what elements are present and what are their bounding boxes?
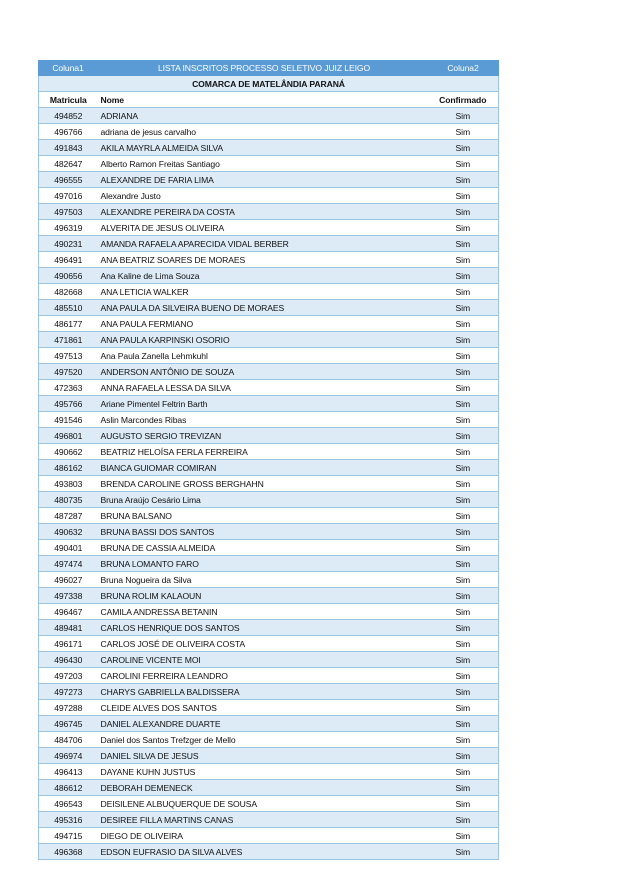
confirmado-cell: Sim	[428, 108, 499, 124]
table-row	[39, 476, 499, 492]
matricula-cell: 497288	[39, 700, 98, 716]
confirmado-cell: Sim	[428, 812, 499, 828]
nome-cell: ALEXANDRE DE FARIA LIMA	[98, 172, 428, 188]
confirmado-cell: Sim	[428, 780, 499, 796]
matricula-cell: 487287	[39, 508, 98, 524]
nome-cell: BRUNA BASSI DOS SANTOS	[98, 524, 428, 540]
table-row	[39, 796, 499, 812]
confirmado-cell: Sim	[428, 316, 499, 332]
matricula-cell: 496430	[39, 652, 98, 668]
table-header-row	[39, 61, 499, 76]
confirmado-cell: Sim	[428, 492, 499, 508]
confirmado-cell: Sim	[428, 604, 499, 620]
matricula-cell: 497474	[39, 556, 98, 572]
confirmado-cell: Sim	[428, 220, 499, 236]
matricula-cell: 482647	[39, 156, 98, 172]
nome-cell: ALEXANDRE PEREIRA DA COSTA	[98, 204, 428, 220]
nome-cell: ANA LETICIA WALKER	[98, 284, 428, 300]
table-row	[39, 700, 499, 716]
nome-cell: DANIEL SILVA DE JESUS	[98, 748, 428, 764]
table-row	[39, 732, 499, 748]
table-row	[39, 284, 499, 300]
nome-cell: Daniel dos Santos Trefzger de Mello	[98, 732, 428, 748]
table-row	[39, 348, 499, 364]
nome-cell: Ana Paula Zanella Lehmkuhl	[98, 348, 428, 364]
table-row	[39, 460, 499, 476]
nome-cell: AKILA MAYRLA ALMEIDA SILVA	[98, 140, 428, 156]
table-row	[39, 188, 499, 204]
confirmado-cell: Sim	[428, 652, 499, 668]
table-row	[39, 844, 499, 860]
matricula-cell: 471861	[39, 332, 98, 348]
table-row	[39, 764, 499, 780]
nome-cell: Alberto Ramon Freitas Santiago	[98, 156, 428, 172]
table-row	[39, 412, 499, 428]
column-labels-row	[39, 92, 499, 108]
nome-cell: CARLOS JOSÉ DE OLIVEIRA COSTA	[98, 636, 428, 652]
table-row	[39, 220, 499, 236]
nome-cell: Bruna Araújo Cesário Lima	[98, 492, 428, 508]
matricula-cell: 472363	[39, 380, 98, 396]
confirmado-cell: Sim	[428, 700, 499, 716]
matricula-cell: 496974	[39, 748, 98, 764]
table-row	[39, 380, 499, 396]
table-row	[39, 156, 499, 172]
table-row	[39, 140, 499, 156]
table-row	[39, 604, 499, 620]
nome-cell: ANA PAULA KARPINSKI OSORIO	[98, 332, 428, 348]
confirmado-cell: Sim	[428, 540, 499, 556]
nome-cell: CAMILA ANDRESSA BETANIN	[98, 604, 428, 620]
nome-cell: DEISILENE ALBUQUERQUE DE SOUSA	[98, 796, 428, 812]
confirmado-cell: Sim	[428, 348, 499, 364]
table-row	[39, 124, 499, 140]
nome-cell: DANIEL ALEXANDRE DUARTE	[98, 716, 428, 732]
confirmado-cell: Sim	[428, 124, 499, 140]
matricula-cell: 496766	[39, 124, 98, 140]
table-row	[39, 108, 499, 124]
matricula-cell: 496368	[39, 844, 98, 860]
confirmado-cell: Sim	[428, 236, 499, 252]
table-row	[39, 780, 499, 796]
nome-cell: BIANCA GUIOMAR COMIRAN	[98, 460, 428, 476]
matricula-cell: 490632	[39, 524, 98, 540]
matricula-cell: 486177	[39, 316, 98, 332]
matricula-cell: 496543	[39, 796, 98, 812]
table-row	[39, 524, 499, 540]
confirmado-cell: Sim	[428, 748, 499, 764]
header-col1: Coluna1	[39, 61, 98, 76]
confirmado-cell: Sim	[428, 556, 499, 572]
matricula-cell: 486612	[39, 780, 98, 796]
confirmado-cell: Sim	[428, 364, 499, 380]
table-row	[39, 572, 499, 588]
matricula-cell: 496491	[39, 252, 98, 268]
nome-cell: DEBORAH DEMENECK	[98, 780, 428, 796]
nome-cell: Alexandre Justo	[98, 188, 428, 204]
column-label-confirmado: Confirmado	[428, 92, 499, 108]
nome-cell: BRUNA DE CASSIA ALMEIDA	[98, 540, 428, 556]
nome-cell: Ana Kaline de Lima Souza	[98, 268, 428, 284]
nome-cell: BRENDA CAROLINE GROSS BERGHAHN	[98, 476, 428, 492]
nome-cell: ANA BEATRIZ SOARES DE MORAES	[98, 252, 428, 268]
confirmado-cell: Sim	[428, 284, 499, 300]
matricula-cell: 485510	[39, 300, 98, 316]
matricula-cell: 482668	[39, 284, 98, 300]
nome-cell: ANNA RAFAELA LESSA DA SILVA	[98, 380, 428, 396]
table-row	[39, 668, 499, 684]
nome-cell: ANA PAULA DA SILVEIRA BUENO DE MORAES	[98, 300, 428, 316]
confirmado-cell: Sim	[428, 636, 499, 652]
confirmado-cell: Sim	[428, 412, 499, 428]
nome-cell: CARLOS HENRIQUE DOS SANTOS	[98, 620, 428, 636]
nome-cell: Ariane Pimentel Feltrin Barth	[98, 396, 428, 412]
nome-cell: AMANDA RAFAELA APARECIDA VIDAL BERBER	[98, 236, 428, 252]
matricula-cell: 486162	[39, 460, 98, 476]
table-row	[39, 364, 499, 380]
nome-cell: AUGUSTO SERGIO TREVIZAN	[98, 428, 428, 444]
nome-cell: DIEGO DE OLIVEIRA	[98, 828, 428, 844]
matricula-cell: 497016	[39, 188, 98, 204]
matricula-cell: 496555	[39, 172, 98, 188]
nome-cell: EDSON EUFRASIO DA SILVA ALVES	[98, 844, 428, 860]
matricula-cell: 496467	[39, 604, 98, 620]
matricula-cell: 490656	[39, 268, 98, 284]
table-row	[39, 540, 499, 556]
confirmado-cell: Sim	[428, 332, 499, 348]
confirmado-cell: Sim	[428, 476, 499, 492]
table-row	[39, 636, 499, 652]
nome-cell: ANA PAULA FERMIANO	[98, 316, 428, 332]
table-row	[39, 620, 499, 636]
comarca-subtitle: COMARCA DE MATELÂNDIA PARANÁ	[39, 76, 499, 92]
table-row	[39, 172, 499, 188]
matricula-cell: 494852	[39, 108, 98, 124]
matricula-cell: 495316	[39, 812, 98, 828]
nome-cell: DESIREE FILLA MARTINS CANAS	[98, 812, 428, 828]
nome-cell: ALVERITA DE JESUS OLIVEIRA	[98, 220, 428, 236]
table-row	[39, 684, 499, 700]
matricula-cell: 497503	[39, 204, 98, 220]
table-row	[39, 588, 499, 604]
confirmado-cell: Sim	[428, 140, 499, 156]
nome-cell: BEATRIZ HELOÍSA FERLA FERREIRA	[98, 444, 428, 460]
table-row	[39, 300, 499, 316]
table-row	[39, 556, 499, 572]
matricula-cell: 496413	[39, 764, 98, 780]
confirmado-cell: Sim	[428, 172, 499, 188]
matricula-cell: 495766	[39, 396, 98, 412]
nome-cell: ANDERSON ANTÔNIO DE SOUZA	[98, 364, 428, 380]
matricula-cell: 490401	[39, 540, 98, 556]
matricula-cell: 497513	[39, 348, 98, 364]
table-row	[39, 236, 499, 252]
matricula-cell: 490231	[39, 236, 98, 252]
matricula-cell: 496171	[39, 636, 98, 652]
table-row	[39, 828, 499, 844]
confirmado-cell: Sim	[428, 268, 499, 284]
confirmado-cell: Sim	[428, 764, 499, 780]
table-row	[39, 332, 499, 348]
confirmado-cell: Sim	[428, 380, 499, 396]
matricula-cell: 484706	[39, 732, 98, 748]
column-label-nome: Nome	[98, 92, 428, 108]
confirmado-cell: Sim	[428, 204, 499, 220]
nome-cell: Aslin Marcondes Ribas	[98, 412, 428, 428]
confirmado-cell: Sim	[428, 588, 499, 604]
confirmado-cell: Sim	[428, 156, 499, 172]
matricula-cell: 497203	[39, 668, 98, 684]
matricula-cell: 493803	[39, 476, 98, 492]
table-row	[39, 812, 499, 828]
confirmado-cell: Sim	[428, 620, 499, 636]
confirmado-cell: Sim	[428, 300, 499, 316]
table-row	[39, 396, 499, 412]
confirmado-cell: Sim	[428, 460, 499, 476]
confirmado-cell: Sim	[428, 252, 499, 268]
table-row	[39, 204, 499, 220]
confirmado-cell: Sim	[428, 684, 499, 700]
nome-cell: DAYANE KUHN JUSTUS	[98, 764, 428, 780]
table-row	[39, 444, 499, 460]
confirmado-cell: Sim	[428, 796, 499, 812]
matricula-cell: 497338	[39, 588, 98, 604]
matricula-cell: 494715	[39, 828, 98, 844]
matricula-cell: 491843	[39, 140, 98, 156]
subtitle-row	[39, 76, 499, 92]
confirmado-cell: Sim	[428, 572, 499, 588]
nome-cell: CAROLINI FERREIRA LEANDRO	[98, 668, 428, 684]
nome-cell: adriana de jesus carvalho	[98, 124, 428, 140]
column-label-matricula: Matricula	[39, 92, 98, 108]
matricula-cell: 497520	[39, 364, 98, 380]
matricula-cell: 496801	[39, 428, 98, 444]
confirmado-cell: Sim	[428, 444, 499, 460]
nome-cell: CLEIDE ALVES DOS SANTOS	[98, 700, 428, 716]
nome-cell: BRUNA LOMANTO FARO	[98, 556, 428, 572]
table-row	[39, 252, 499, 268]
confirmado-cell: Sim	[428, 844, 499, 860]
header-title: LISTA INSCRITOS PROCESSO SELETIVO JUIZ LEIGO	[98, 61, 428, 76]
confirmado-cell: Sim	[428, 508, 499, 524]
confirmado-cell: Sim	[428, 428, 499, 444]
table-row	[39, 492, 499, 508]
matricula-cell: 480735	[39, 492, 98, 508]
nome-cell: Bruna Nogueira da Silva	[98, 572, 428, 588]
confirmado-cell: Sim	[428, 188, 499, 204]
header-col2: Coluna2	[428, 61, 499, 76]
nome-cell: CAROLINE VICENTE MOI	[98, 652, 428, 668]
matricula-cell: 497273	[39, 684, 98, 700]
table-row	[39, 508, 499, 524]
table-row	[39, 268, 499, 284]
nome-cell: BRUNA BALSANO	[98, 508, 428, 524]
nome-cell: BRUNA ROLIM KALAOUN	[98, 588, 428, 604]
confirmado-cell: Sim	[428, 396, 499, 412]
table-row	[39, 716, 499, 732]
matricula-cell: 491546	[39, 412, 98, 428]
matricula-cell: 489481	[39, 620, 98, 636]
nome-cell: CHARYS GABRIELLA BALDISSERA	[98, 684, 428, 700]
table-row	[39, 748, 499, 764]
confirmado-cell: Sim	[428, 828, 499, 844]
confirmado-cell: Sim	[428, 524, 499, 540]
table-row	[39, 316, 499, 332]
table-row	[39, 428, 499, 444]
spreadsheet-page	[38, 60, 492, 860]
confirmado-cell: Sim	[428, 668, 499, 684]
inscritos-table	[38, 60, 499, 860]
matricula-cell: 496027	[39, 572, 98, 588]
matricula-cell: 496745	[39, 716, 98, 732]
matricula-cell: 490662	[39, 444, 98, 460]
confirmado-cell: Sim	[428, 732, 499, 748]
matricula-cell: 496319	[39, 220, 98, 236]
table-row	[39, 652, 499, 668]
confirmado-cell: Sim	[428, 716, 499, 732]
nome-cell: ADRIANA	[98, 108, 428, 124]
